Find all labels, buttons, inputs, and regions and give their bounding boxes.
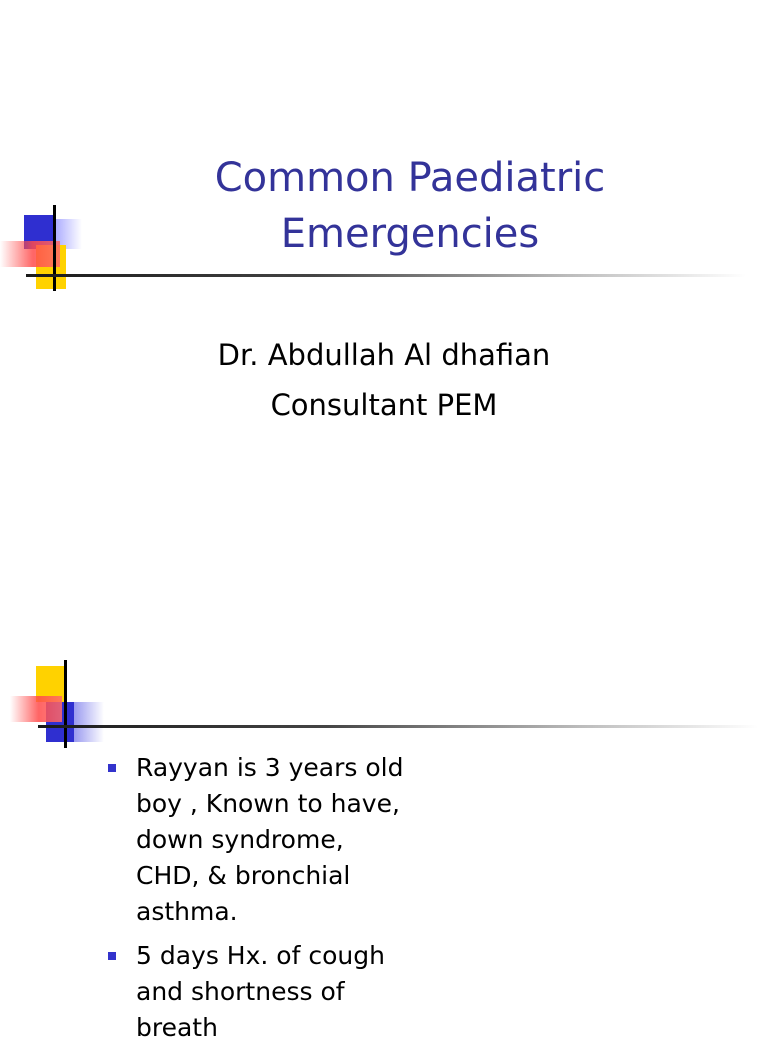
- square-bullet-icon: [108, 764, 116, 772]
- author-name: Dr. Abdullah Al dhafian: [217, 338, 551, 372]
- slide-logo-decoration: [0, 660, 110, 752]
- title-divider-line: [38, 725, 758, 728]
- bullet-list: [108, 750, 408, 1054]
- slide-logo-decoration: [0, 205, 100, 295]
- title-divider-line: [26, 274, 746, 277]
- title-line-1: Common Paediatric: [214, 155, 606, 201]
- list-item: [108, 938, 408, 1046]
- slide-subtitle: [134, 330, 634, 430]
- title-line-2: Emergencies: [280, 211, 540, 257]
- slide-case: [0, 600, 768, 1042]
- bullet-text: Rayyan is 3 years old boy , Known to have, down syndrome, CHD, & bronchial asthma.: [136, 753, 404, 926]
- bullet-text: 5 days Hx. of cough and shortness of breath: [136, 941, 385, 1042]
- list-item: [108, 750, 408, 930]
- slide-title-heading: [160, 150, 660, 262]
- square-bullet-icon: [108, 952, 116, 960]
- author-role: Consultant PEM: [270, 388, 498, 422]
